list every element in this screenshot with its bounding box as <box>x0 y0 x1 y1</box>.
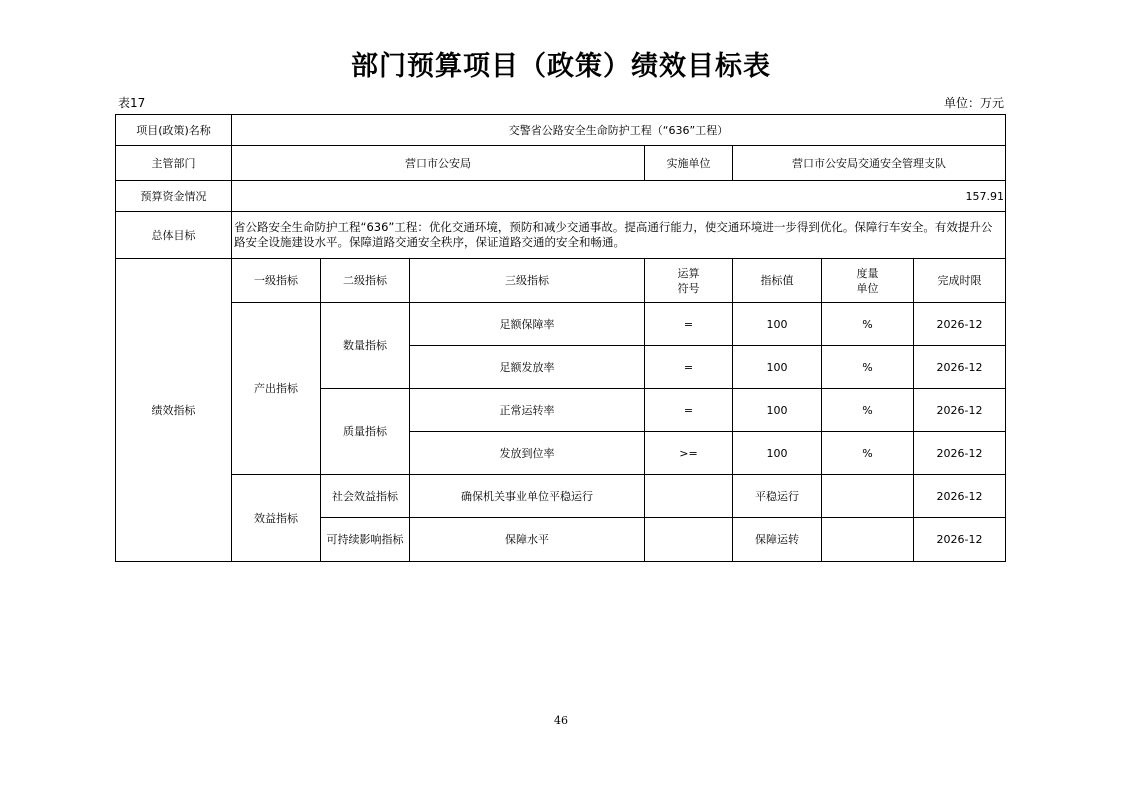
quality-indicator-label: 质量指标 <box>321 389 410 475</box>
perf-label: 绩效指标 <box>116 259 232 562</box>
measure-unit <box>822 475 914 518</box>
unit-label: 单位：万元 <box>943 96 1004 110</box>
header-level3: 三级指标 <box>410 259 645 303</box>
target-value: 保障运转 <box>733 518 822 562</box>
measure-unit <box>822 518 914 562</box>
header-target: 指标值 <box>733 259 822 303</box>
measure-unit: % <box>822 346 914 389</box>
goal-text: 省公路安全生命防护工程“636”工程：优化交通环境，预防和减少交通事故。提高通行能力，使交通环境进一步得到优化。保障行车安全。有效提升公路安全设施建设水平。保障道路交通安全秩序，保证道路交通的安全和畅通。 <box>232 212 1006 259</box>
project-row <box>116 115 1006 146</box>
page-title: 部门预算项目（政策）绩效目标表 <box>351 51 771 82</box>
deadline: 2026-12 <box>914 389 1006 432</box>
target-value: 100 <box>733 303 822 346</box>
target-value: 平稳运行 <box>733 475 822 518</box>
header-level1: 一级指标 <box>232 259 321 303</box>
indicator-name: 保障水平 <box>410 518 645 562</box>
impl-unit-label: 实施单位 <box>645 146 733 181</box>
sustainable-impact-label: 可持续影响指标 <box>321 518 410 562</box>
header-measure-unit <box>822 259 914 303</box>
budget-value: 157.91 <box>232 181 1006 212</box>
social-benefit-label: 社会效益指标 <box>321 475 410 518</box>
operator: = <box>645 303 733 346</box>
header-level2: 二级指标 <box>321 259 410 303</box>
department-row <box>116 146 1006 181</box>
operator <box>645 518 733 562</box>
impl-unit-value: 营口市公安局交通安全管理支队 <box>733 146 1006 181</box>
project-label: 项目(政策)名称 <box>116 115 232 146</box>
deadline: 2026-12 <box>914 518 1006 562</box>
benefit-indicator-label: 效益指标 <box>232 475 321 562</box>
indicator-name: 足额发放率 <box>410 346 645 389</box>
dept-label: 主管部门 <box>116 146 232 181</box>
performance-target-table <box>115 114 1006 562</box>
header-operator-line1: 运算 <box>677 266 700 280</box>
table-row <box>116 303 1006 346</box>
deadline: 2026-12 <box>914 475 1006 518</box>
goal-row <box>116 212 1006 259</box>
dept-value: 营口市公安局 <box>232 146 645 181</box>
header-deadline: 完成时限 <box>914 259 1006 303</box>
header-operator-line2: 符号 <box>677 281 700 295</box>
target-value: 100 <box>733 389 822 432</box>
goal-label: 总体目标 <box>116 212 232 259</box>
table-number: 表17 <box>118 96 146 110</box>
indicator-name: 正常运转率 <box>410 389 645 432</box>
header-row <box>116 259 1006 303</box>
measure-unit: % <box>822 303 914 346</box>
operator: = <box>645 346 733 389</box>
target-value: 100 <box>733 346 822 389</box>
header-measure-line1: 度量 <box>856 266 879 280</box>
table-row <box>116 475 1006 518</box>
deadline: 2026-12 <box>914 432 1006 475</box>
operator <box>645 475 733 518</box>
header-operator <box>645 259 733 303</box>
indicator-name: 确保机关事业单位平稳运行 <box>410 475 645 518</box>
deadline: 2026-12 <box>914 303 1006 346</box>
indicator-name: 发放到位率 <box>410 432 645 475</box>
operator: >= <box>645 432 733 475</box>
target-value: 100 <box>733 432 822 475</box>
budget-label: 预算资金情况 <box>116 181 232 212</box>
measure-unit: % <box>822 389 914 432</box>
quantity-indicator-label: 数量指标 <box>321 303 410 389</box>
header-measure-line2: 单位 <box>856 281 879 295</box>
page-number: 46 <box>554 714 568 727</box>
budget-row <box>116 181 1006 212</box>
indicator-name: 足额保障率 <box>410 303 645 346</box>
project-name: 交警省公路安全生命防护工程（“636”工程） <box>232 115 1006 146</box>
measure-unit: % <box>822 432 914 475</box>
deadline: 2026-12 <box>914 346 1006 389</box>
operator: = <box>645 389 733 432</box>
output-indicator-label: 产出指标 <box>232 303 321 475</box>
